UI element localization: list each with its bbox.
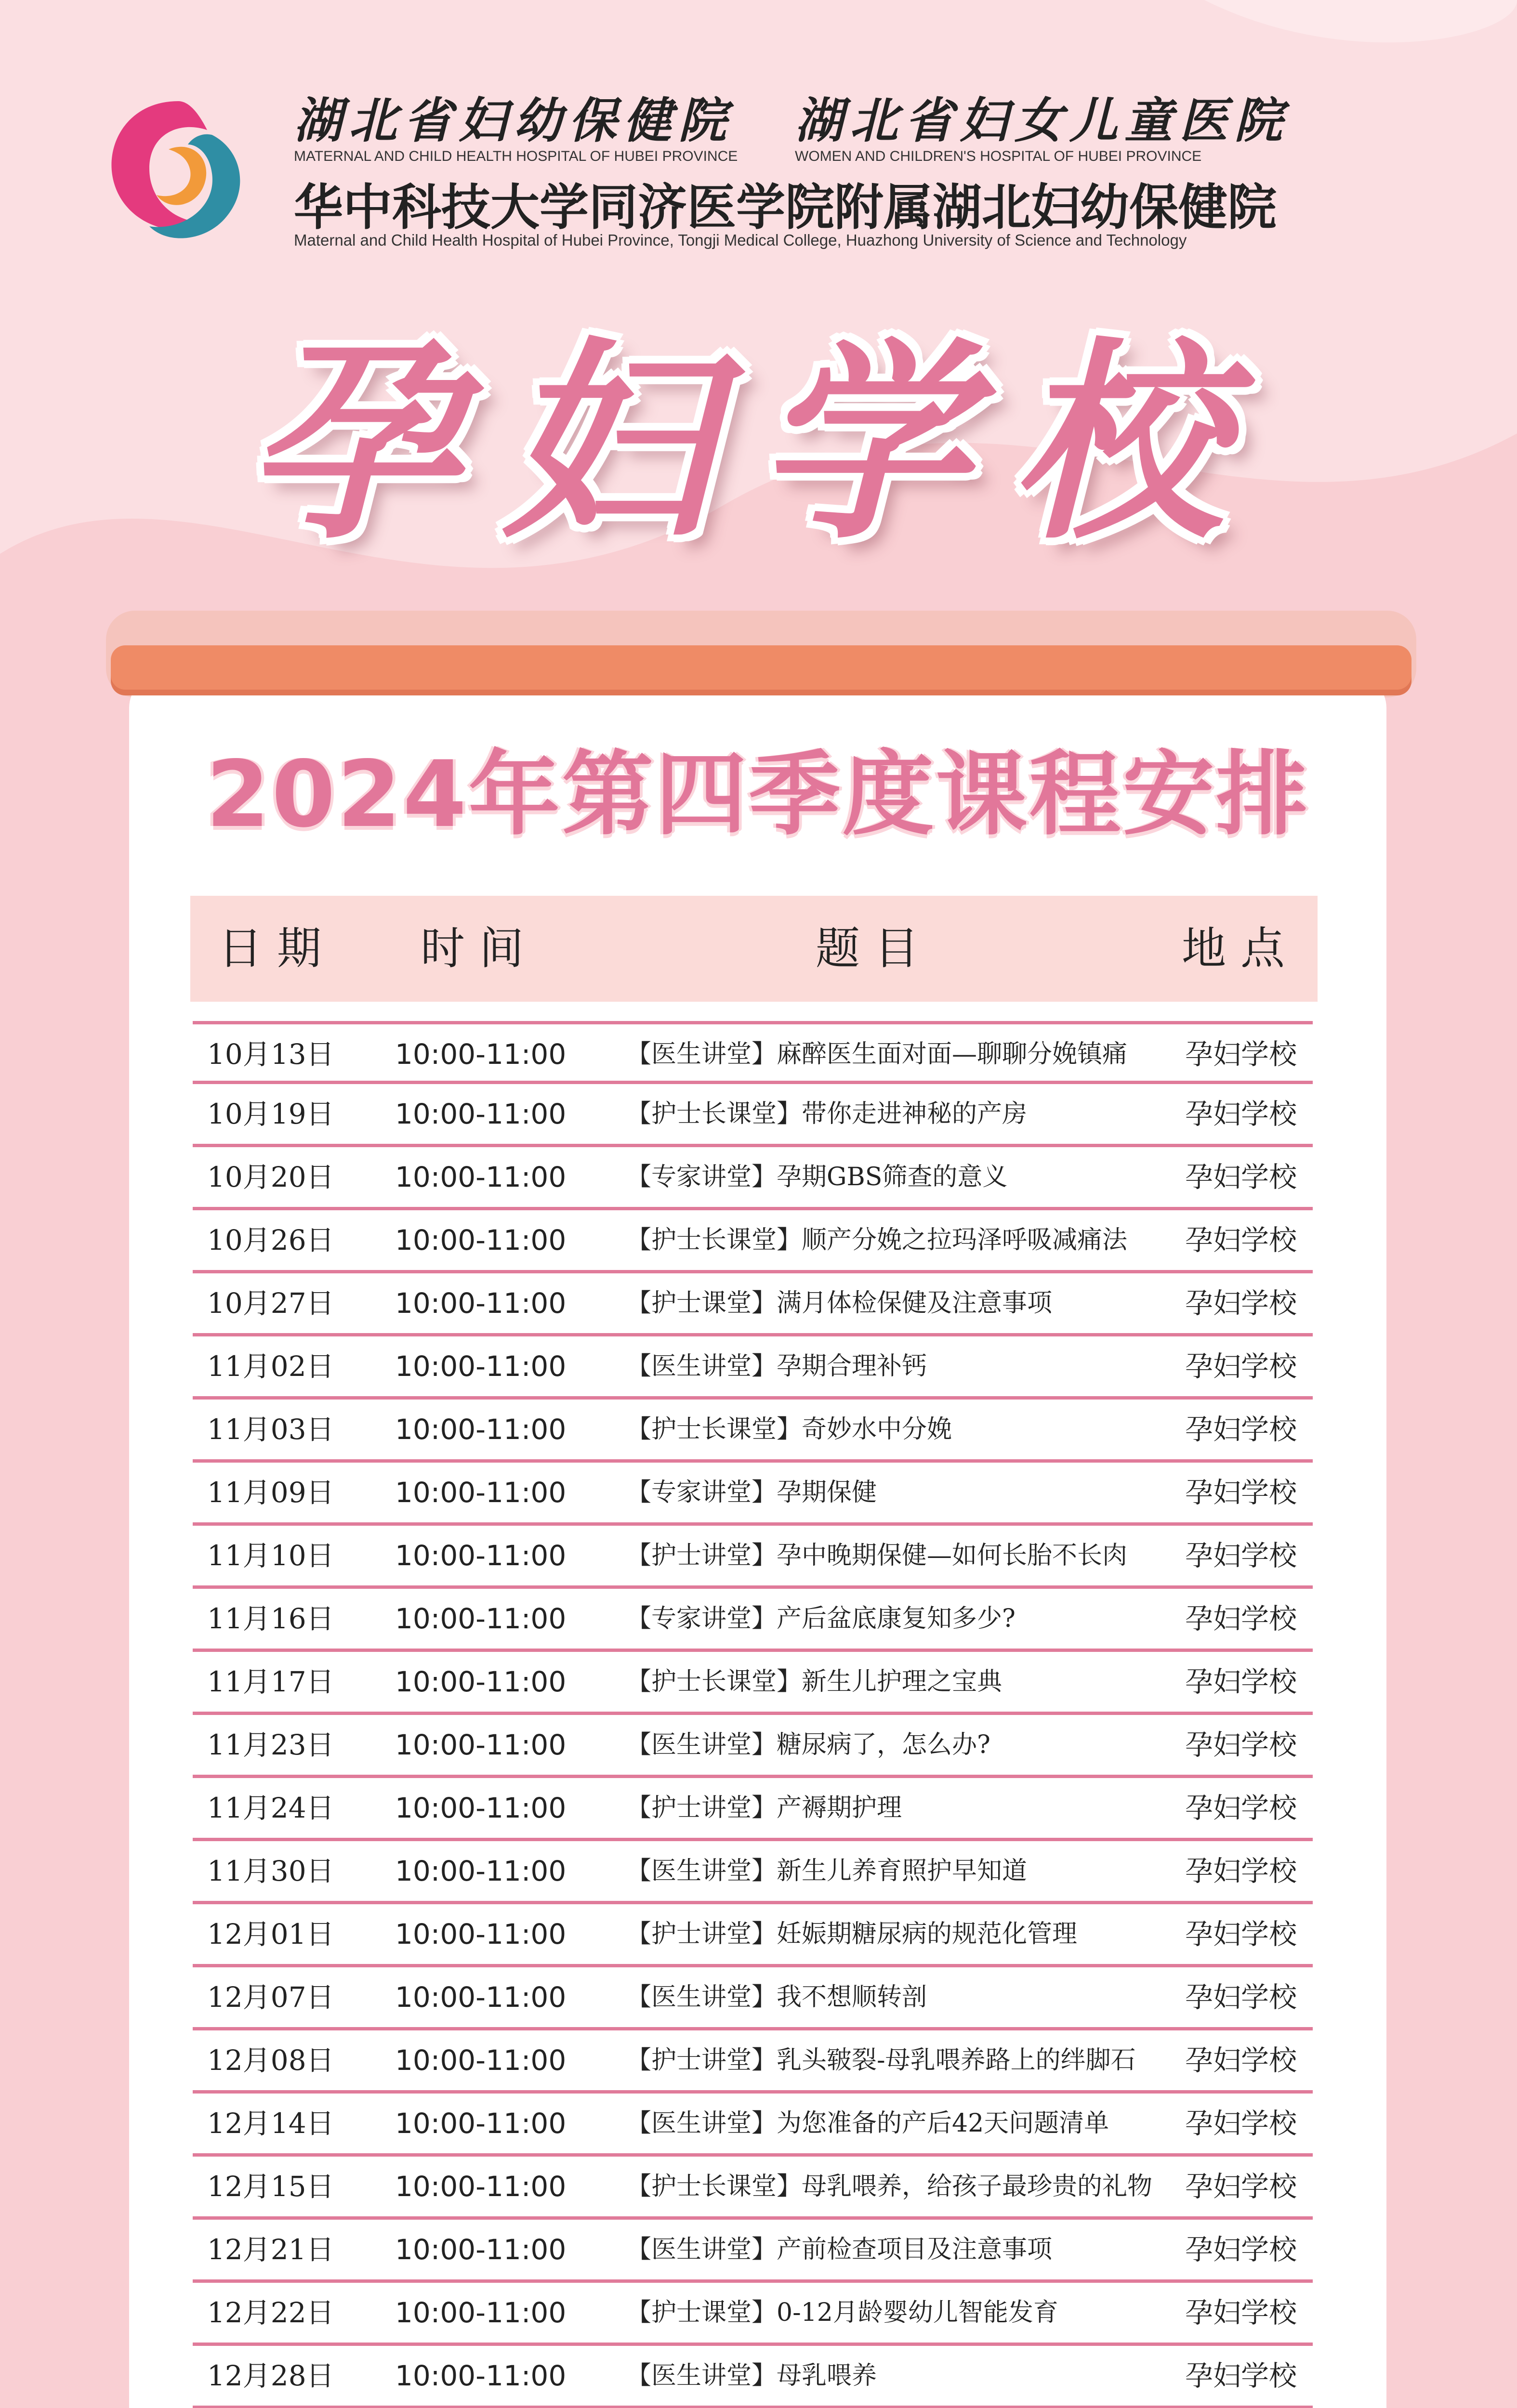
row-place: 孕妇学校 [1185,1665,1297,1698]
table-row [193,1778,1313,1841]
hospital-logo-icon [96,92,260,250]
row-place: 孕妇学校 [1185,1476,1297,1509]
row-place: 孕妇学校 [1185,2107,1297,2140]
row-date: 10月27日 [207,1287,334,1320]
row-date: 10月20日 [207,1161,334,1193]
row-date: 11月24日 [207,1792,334,1824]
table-row [193,1589,1313,1652]
hospital-header [0,0,1517,270]
row-time: 10:00-11:00 [395,2296,567,2329]
row-place: 孕妇学校 [1185,1855,1297,1887]
hospital1-name: 湖北省妇幼保健院 [294,92,733,149]
row-date: 11月10日 [207,1539,334,1572]
row-date: 11月16日 [207,1602,334,1635]
row-topic: 【医生讲堂】新生儿养育照护早知道 [626,1857,1028,1885]
row-time: 10:00-11:00 [395,2359,567,2392]
row-date: 11月09日 [207,1476,334,1509]
row-date: 12月15日 [207,2170,334,2203]
hospital2-name: 湖北省妇女儿童医院 [795,92,1289,149]
row-place: 孕妇学校 [1185,2044,1297,2077]
row-topic: 【医生讲堂】母乳喂养 [626,2361,877,2390]
table-row [193,1904,1313,1967]
table-row [193,1715,1313,1778]
row-place: 孕妇学校 [1185,1728,1297,1761]
row-date: 11月30日 [207,1855,334,1887]
row-time: 10:00-11:00 [395,1224,567,1256]
row-time: 10:00-11:00 [395,1161,567,1193]
row-topic: 【护士长课堂】母乳喂养，给孩子最珍贵的礼物 [626,2172,1153,2201]
row-date: 12月07日 [207,1981,334,2014]
row-time: 10:00-11:00 [395,1413,567,1446]
table-row [193,1841,1313,1904]
row-place: 孕妇学校 [1185,2170,1297,2203]
table-row [193,1400,1313,1463]
row-time: 10:00-11:00 [395,1038,567,1071]
row-date: 12月22日 [207,2296,334,2329]
row-topic: 【医生讲堂】产前检查项目及注意事项 [626,2235,1053,2264]
row-time: 10:00-11:00 [395,1728,567,1761]
table-row [193,1273,1313,1336]
row-time: 10:00-11:00 [395,1981,567,2014]
row-topic: 【护士课堂】0-12月龄婴幼儿智能发育 [626,2298,1058,2327]
hospital1-english-name: MATERNAL AND CHILD HEALTH HOSPITAL OF HUBEI PROVINCE [294,148,738,164]
row-place: 孕妇学校 [1185,2296,1297,2329]
row-time: 10:00-11:00 [395,1098,567,1130]
table-row [193,1463,1313,1526]
row-place: 孕妇学校 [1185,1413,1297,1446]
column-place: 地点 [1181,923,1299,974]
row-date: 10月13日 [207,1038,334,1071]
row-time: 10:00-11:00 [395,1665,567,1698]
row-place: 孕妇学校 [1185,1224,1297,1256]
row-topic: 【护士长课堂】新生儿护理之宝典 [626,1667,1003,1696]
row-place: 孕妇学校 [1185,2233,1297,2266]
affiliation-name: 华中科技大学同济医学院附属湖北妇幼保健院 [294,179,1277,236]
row-time: 10:00-11:00 [395,2107,567,2140]
row-topic: 【专家讲堂】孕期保健 [626,1478,877,1507]
row-time: 10:00-11:00 [395,1287,567,1320]
row-time: 10:00-11:00 [395,2233,567,2266]
column-time: 时间 [420,923,538,974]
row-date: 11月03日 [207,1413,334,1446]
row-topic: 【护士长课堂】带你走进神秘的产房 [626,1099,1028,1128]
table-row [193,1147,1313,1210]
page-title: 孕妇学校 [246,318,1267,567]
row-time: 10:00-11:00 [395,1855,567,1887]
row-date: 12月28日 [207,2359,334,2392]
row-time: 10:00-11:00 [395,1918,567,1950]
column-date: 日期 [218,923,336,974]
row-time: 10:00-11:00 [395,1476,567,1509]
schedule-table [193,1021,1313,2408]
table-row [193,1210,1313,1273]
row-place: 孕妇学校 [1185,1539,1297,1572]
table-row [193,1336,1313,1400]
row-date: 12月01日 [207,1918,334,1950]
row-date: 12月21日 [207,2233,334,2266]
row-date: 12月08日 [207,2044,334,2077]
row-place: 孕妇学校 [1185,1098,1297,1130]
row-topic: 【医生讲堂】糖尿病了，怎么办? [626,1730,990,1759]
row-topic: 【医生讲堂】为您准备的产后42天问题清单 [626,2109,1109,2138]
row-date: 11月23日 [207,1728,334,1761]
row-topic: 【医生讲堂】麻醉医生面对面—聊聊分娩镇痛 [626,1040,1128,1069]
table-row [193,2030,1313,2094]
table-row [193,2157,1313,2220]
table-row [193,2346,1313,2408]
row-date: 12月14日 [207,2107,334,2140]
row-date: 11月02日 [207,1350,334,1383]
row-topic: 【医生讲堂】我不想顺转剖 [626,1983,927,2012]
row-time: 10:00-11:00 [395,1539,567,1572]
row-topic: 【护士长课堂】顺产分娩之拉玛泽呼吸减痛法 [626,1226,1128,1255]
row-topic: 【专家讲堂】孕期GBS筛查的意义 [626,1163,1008,1191]
affiliation-english-name: Maternal and Child Health Hospital of Hubei Province, Tongji Medical College, Huazhong University of Science and Technology [294,231,1187,249]
row-topic: 【专家讲堂】产后盆底康复知多少? [626,1604,1016,1633]
row-place: 孕妇学校 [1185,1161,1297,1193]
row-place: 孕妇学校 [1185,1287,1297,1320]
hospital2-english-name: WOMEN AND CHILDREN'S HOSPITAL OF HUBEI PROVINCE [795,148,1202,164]
row-place: 孕妇学校 [1185,1918,1297,1950]
row-topic: 【护士讲堂】产褥期护理 [626,1793,902,1822]
row-place: 孕妇学校 [1185,1792,1297,1824]
row-place: 孕妇学校 [1185,1038,1297,1071]
row-place: 孕妇学校 [1185,1350,1297,1383]
table-row [193,1526,1313,1589]
row-place: 孕妇学校 [1185,2359,1297,2392]
table-row [193,1021,1313,1084]
row-time: 10:00-11:00 [395,1350,567,1383]
row-date: 10月19日 [207,1098,334,1130]
scroll-bar [111,645,1411,690]
row-topic: 【医生讲堂】孕期合理补钙 [626,1352,927,1381]
table-row [193,2283,1313,2346]
table-row [193,1652,1313,1715]
table-row [193,1967,1313,2030]
table-row [193,2220,1313,2283]
row-time: 10:00-11:00 [395,1792,567,1824]
row-topic: 【护士课堂】满月体检保健及注意事项 [626,1289,1053,1318]
schedule-title: 2024年第四季度课程安排 [206,741,1310,848]
row-date: 10月26日 [207,1224,334,1256]
row-place: 孕妇学校 [1185,1981,1297,2014]
row-time: 10:00-11:00 [395,1602,567,1635]
row-date: 11月17日 [207,1665,334,1698]
row-time: 10:00-11:00 [395,2170,567,2203]
table-row [193,2094,1313,2157]
row-topic: 【护士讲堂】乳头皲裂-母乳喂养路上的绊脚石 [626,2046,1136,2075]
row-topic: 【护士长课堂】奇妙水中分娩 [626,1415,952,1444]
row-time: 10:00-11:00 [395,2044,567,2077]
row-topic: 【护士讲堂】孕中晚期保健—如何长胎不长肉 [626,1541,1128,1570]
table-header [190,896,1318,1002]
column-topic: 题目 [815,923,933,974]
table-row [193,1084,1313,1147]
row-topic: 【护士讲堂】妊娠期糖尿病的规范化管理 [626,1920,1078,1949]
row-place: 孕妇学校 [1185,1602,1297,1635]
